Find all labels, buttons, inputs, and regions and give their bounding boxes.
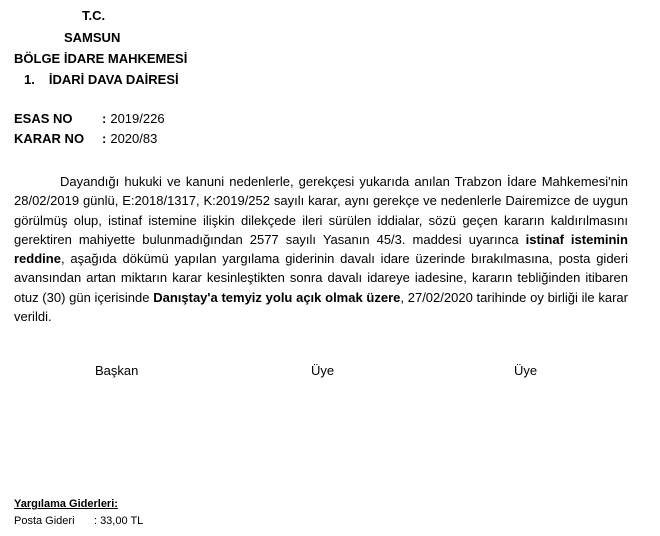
decision-bold-appeal-rejected: istinaf isteminin reddine <box>14 231 628 267</box>
decision-bold-danistay-appeal: Danıştay'a temyiz yolu açık olmak üzere <box>153 289 401 305</box>
department-number: 1. <box>24 72 35 87</box>
decision-paragraph <box>14 172 628 326</box>
postage-colon: : <box>94 515 98 527</box>
signature-member-1: Üye <box>311 363 335 378</box>
karar-no-label: KARAR NO <box>14 131 85 146</box>
decision-text-part-2: , aşağıda dökümü yapılan yargılama giderinin davalı idare üzerinde bırakılmasına, posta gideri avansından artan miktarın karar kesinleştikten sonra davalı idareye iadesine, kararın tebliğinden itibaren otuz (30) gün içerisinde <box>14 251 628 305</box>
costs-title: Yargılama Giderleri: <box>14 498 118 510</box>
postage-label: Posta Gideri <box>14 515 75 527</box>
esas-no-row <box>14 111 165 126</box>
decision-text-part-3: , 27/02/2020 tarihinde oy birliği ile karar verildi. <box>14 289 628 325</box>
esas-no-label: ESAS NO <box>14 111 73 126</box>
postage-value: 33,00 TL <box>100 515 144 527</box>
karar-no-value: 2020/83 <box>110 131 158 146</box>
decision-text-part-1: Dayandığı hukuki ve kanuni nedenlerle, gerekçesi yukarıda anılan Trabzon İdare Mahkemesi'nin 28/02/2019 günlü, E:2018/1317, K:2019/252 sayılı karar, aynı gerekçe ve nedenlerle Dairemizce de uygun görülmüş olup, istinaf istemine ilişkin dilekçede ileri sürülen iddialar, sözü geçen kararın kaldırılmasını gerektiren mahiyette bulunmadığından 2577 sayılı Yasanın 45/3. maddesi uyarınca <box>14 174 628 247</box>
postage-cost-row <box>14 515 143 527</box>
signature-member-2: Üye <box>514 363 538 378</box>
header-tc: T.C. <box>82 8 106 23</box>
esas-no-value: 2019/226 <box>110 111 165 126</box>
esas-no-colon: : <box>102 111 107 126</box>
signature-chair: Başkan <box>95 363 139 378</box>
header-court: BÖLGE İDARE MAHKEMESİ <box>14 51 188 66</box>
karar-no-colon: : <box>102 131 107 146</box>
header-city: SAMSUN <box>64 30 121 45</box>
department-name: İDARİ DAVA DAİRESİ <box>48 72 179 87</box>
header-department <box>24 72 179 87</box>
karar-no-row <box>14 131 157 146</box>
